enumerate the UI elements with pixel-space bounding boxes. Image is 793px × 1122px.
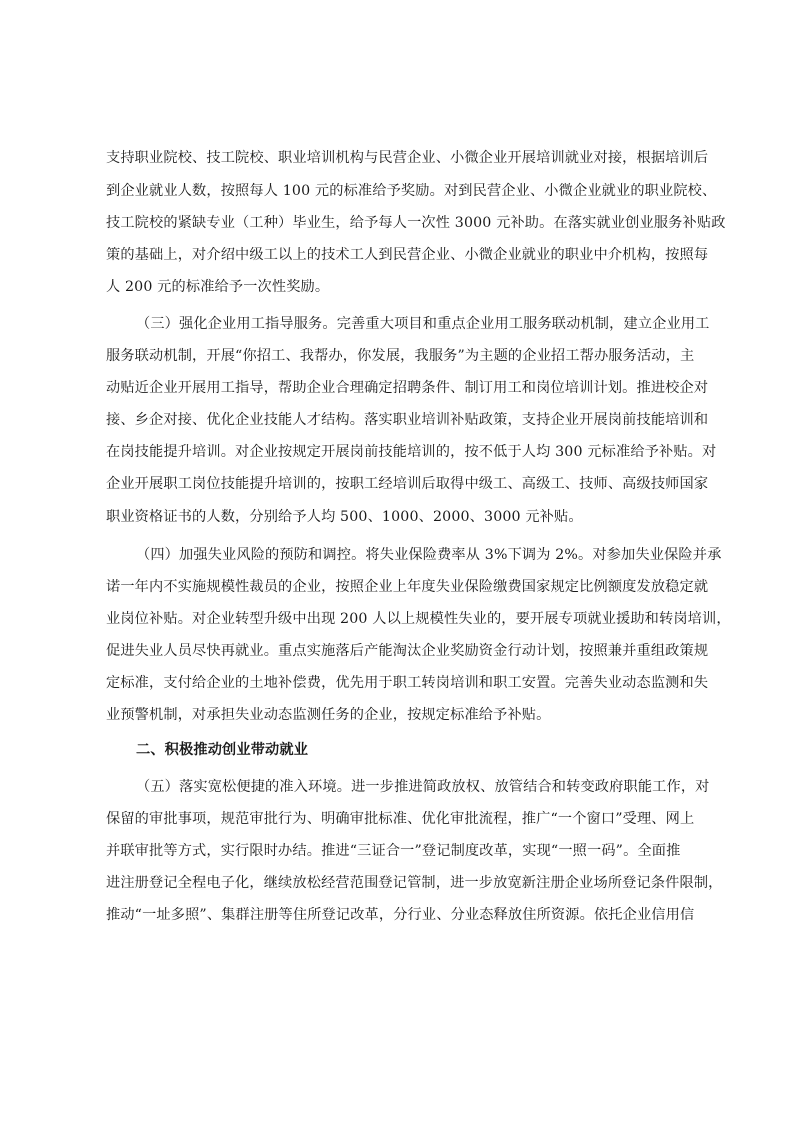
paragraph-1-line-4: 策的基础上，对介绍中级工以上的技术工人到民营企业、小微企业就业的职业中介机构，按照每 <box>106 247 709 263</box>
paragraph-1-line-1: 支持职业院校、技工院校、职业培训机构与民营企业、小微企业开展培训就业对接，根据培训后 <box>106 150 709 166</box>
paragraph-4-line-5: 推动“一址多照”、集群注册等住所登记改革，分行业、分业态释放住所资源。依托企业信用信 <box>106 907 695 923</box>
paragraph-4-line-4: 进注册登记全程电子化，继续放松经营范围登记管制，进一步放宽新注册企业场所登记条件限制， <box>106 875 723 891</box>
paragraph-4-line-3: 并联审批等方式，实行限时办结。推进“三证合一”登记制度改革，实现“一照一码”。全面推 <box>106 843 681 859</box>
paragraph-3-line-5: 定标准，支付给企业的土地补偿费，优先用于职工转岗培训和职工安置。完善失业动态监测和失 <box>106 675 709 691</box>
paragraph-2-line-1: （三）强化企业用工指导服务。完善重大项目和重点企业用工服务联动机制，建立企业用工 <box>136 316 710 332</box>
paragraph-1-line-3: 技工院校的紧缺专业（工种）毕业生，给予每人一次性 3000 元补助。在落实就业创业服务补贴政 <box>106 215 726 231</box>
paragraph-2-line-5: 在岗技能提升培训。对企业按规定开展岗前技能培训的，按不低于人均 300 元标准给予补贴。对 <box>106 444 717 460</box>
paragraph-2-line-6: 企业开展职工岗位技能提升培训的，按职工经培训后取得中级工、高级工、技师、高级技师国家 <box>106 476 709 492</box>
paragraph-4-line-1: （五）落实宽松便捷的准入环境。进一步推进简政放权、放管结合和转变政府职能工作，对 <box>136 779 710 795</box>
paragraph-1-line-2: 到企业就业人数，按照每人 100 元的标准给予奖励。对到民营企业、小微企业就业的职业院校、 <box>106 183 717 199</box>
section-heading: 二、积极推动创业带动就业 <box>136 742 309 758</box>
paragraph-3-line-2: 诺一年内不实施规模性裁员的企业，按照企业上年度失业保险缴费国家规定比例额度发放稳定就 <box>106 579 709 595</box>
paragraph-3-line-4: 促进失业人员尽快再就业。重点实施落后产能淘汰企业奖励资金行动计划，按照兼并重组政策规 <box>106 643 709 659</box>
paragraph-3-line-1: （四）加强失业风险的预防和调控。将失业保险费率从 3%下调为 2%。对参加失业保险并承 <box>136 547 722 563</box>
paragraph-2-line-2: 服务联动机制，开展“你招工、我帮办，你发展，我服务”为主题的企业招工帮办服务活动，主 <box>106 348 695 364</box>
paragraph-2-line-4: 接、乡企对接、优化企业技能人才结构。落实职业培训补贴政策，支持企业开展岗前技能培训和 <box>106 412 709 428</box>
paragraph-3-line-6: 业预警机制，对承担失业动态监测任务的企业，按规定标准给予补贴。 <box>106 707 551 723</box>
paragraph-2-line-3: 动贴近企业开展用工指导，帮助企业合理确定招聘条件、制订用工和岗位培训计划。推进校企对 <box>106 380 709 396</box>
paragraph-1-line-5: 人 200 元的标准给予一次性奖励。 <box>106 279 330 295</box>
paragraph-3-line-3: 业岗位补贴。对企业转型升级中出现 200 人以上规模性失业的，要开展专项就业援助和转岗培训， <box>106 611 731 627</box>
paragraph-4-line-2: 保留的审批事项，规范审批行为、明确审批标准、优化审批流程，推广“一个窗口”受理、网上 <box>106 811 695 827</box>
paragraph-2-line-7: 职业资格证书的人数，分别给予人均 500、1000、2000、3000 元补贴。 <box>106 509 583 525</box>
